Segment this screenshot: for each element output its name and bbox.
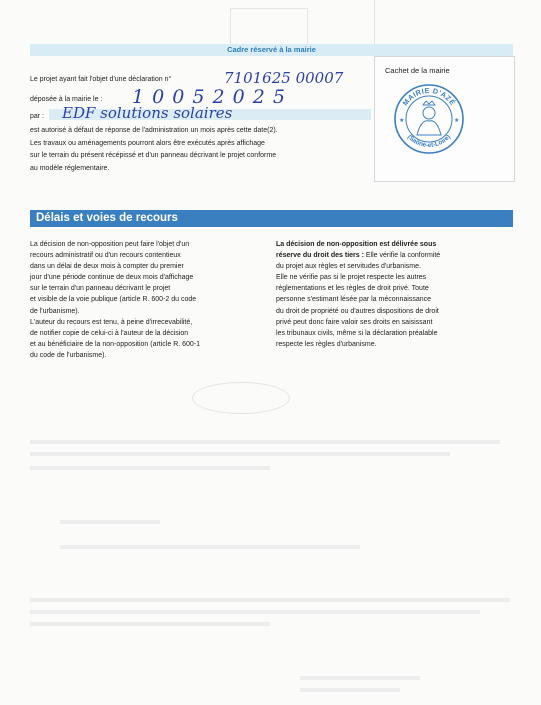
cadre-header: Cadre réservé à la mairie	[30, 44, 513, 56]
svg-text:MAIRIE D'AZÉ: MAIRIE D'AZÉ	[400, 85, 458, 108]
cadre-line-7: au modèle réglementaire.	[30, 165, 110, 172]
bleed-through-text	[30, 440, 500, 444]
bleed-through-text	[300, 688, 400, 692]
bleed-through-text	[30, 452, 450, 456]
bleed-through-stamp	[230, 8, 308, 46]
right-line: du projet aux règles et servitudes d'urbanisme.	[276, 263, 421, 271]
cadre-line-4: est autorisé à défaut de réponse de l'administration un mois après cette date(2).	[30, 127, 278, 134]
bleed-through-text	[30, 622, 270, 626]
bleed-through-text	[60, 520, 160, 524]
right-line-rest: Elle vérifie la conformité	[363, 252, 441, 260]
right-line: privé peut donc faire valoir ses droits en saisissant	[276, 318, 433, 326]
section-title: Délais et voies de recours	[30, 210, 513, 227]
bleed-through-oval	[192, 382, 290, 414]
svg-text:★: ★	[454, 118, 460, 124]
bleed-through-text	[30, 598, 510, 602]
svg-text:(Saône-et-Loire): (Saône-et-Loire)	[405, 133, 453, 150]
left-line: du code de l'urbanisme).	[30, 351, 107, 359]
applicant-handwritten: EDF solutions solaires	[62, 104, 233, 122]
cachet-label: Cachet de la mairie	[385, 66, 450, 75]
left-line: L'auteur du recours est tenu, à peine d'irrecevabilité,	[30, 318, 193, 326]
recours-right-column	[276, 239, 440, 350]
right-bold-fragment: réserve du droit des tiers :	[276, 252, 364, 260]
cadre-line-5: Les travaux ou aménagements pourront alors être exécutés après affichage	[30, 140, 265, 147]
recours-left-column	[30, 239, 200, 361]
left-line: jour d'une période continue de deux mois d'affichage	[30, 274, 194, 282]
left-line: de l'urbanisme).	[30, 307, 80, 315]
bleed-through-text	[300, 676, 420, 680]
left-line: et visible de la voie publique (article R. 600-2 du code	[30, 296, 197, 304]
left-line: et au bénéficiaire de la non-opposition (article R. 600-1	[30, 340, 201, 348]
bleed-through-text	[30, 610, 480, 614]
deposit-date-handwritten: 1 0 0 5 2 0 2 5	[132, 86, 286, 108]
right-line: réglementations et les règles de droit privé. Toute	[276, 285, 429, 293]
cadre-line-6: sur le terrain du présent récépissé et d'un panneau décrivant le projet conforme	[30, 152, 277, 159]
right-bold-line: La décision de non-opposition est délivrée sous	[276, 241, 437, 248]
mairie-seal-icon	[393, 83, 465, 155]
right-line: personne s'estimant lésée par la méconnaissance	[276, 296, 432, 304]
svg-text:★: ★	[399, 118, 405, 124]
left-line: dans un délai de deux mois à compter du premier	[30, 263, 184, 271]
left-line: La décision de non-opposition peut faire l'objet d'un	[30, 241, 190, 248]
left-line: de notifier copie de celui-ci à l'auteur de la décision	[30, 329, 189, 337]
right-mixed-line	[276, 250, 440, 261]
left-line: sur le terrain d'un panneau décrivant le projet	[30, 285, 171, 293]
cadre-line-par: par :	[30, 113, 45, 120]
left-line: recours administratif ou d'un recours contentieux	[30, 252, 181, 260]
right-line: respecte les règles d'urbanisme.	[276, 340, 377, 348]
cadre-line-deposit: déposée à la mairie le :	[30, 96, 103, 103]
declaration-number-handwritten: 7101625 00007	[224, 69, 344, 87]
cadre-line-declaration: Le projet ayant fait l'objet d'une déclaration n°	[30, 76, 172, 83]
bleed-through-text	[60, 545, 360, 549]
right-line: Elle ne vérifie pas si le projet respecte les autres	[276, 274, 427, 282]
bleed-through-text	[30, 466, 270, 470]
right-line: du droit de propriété ou d'autres dispositions de droit	[276, 307, 439, 315]
right-line: les tribunaux civils, même si la déclaration préalable	[276, 329, 438, 337]
